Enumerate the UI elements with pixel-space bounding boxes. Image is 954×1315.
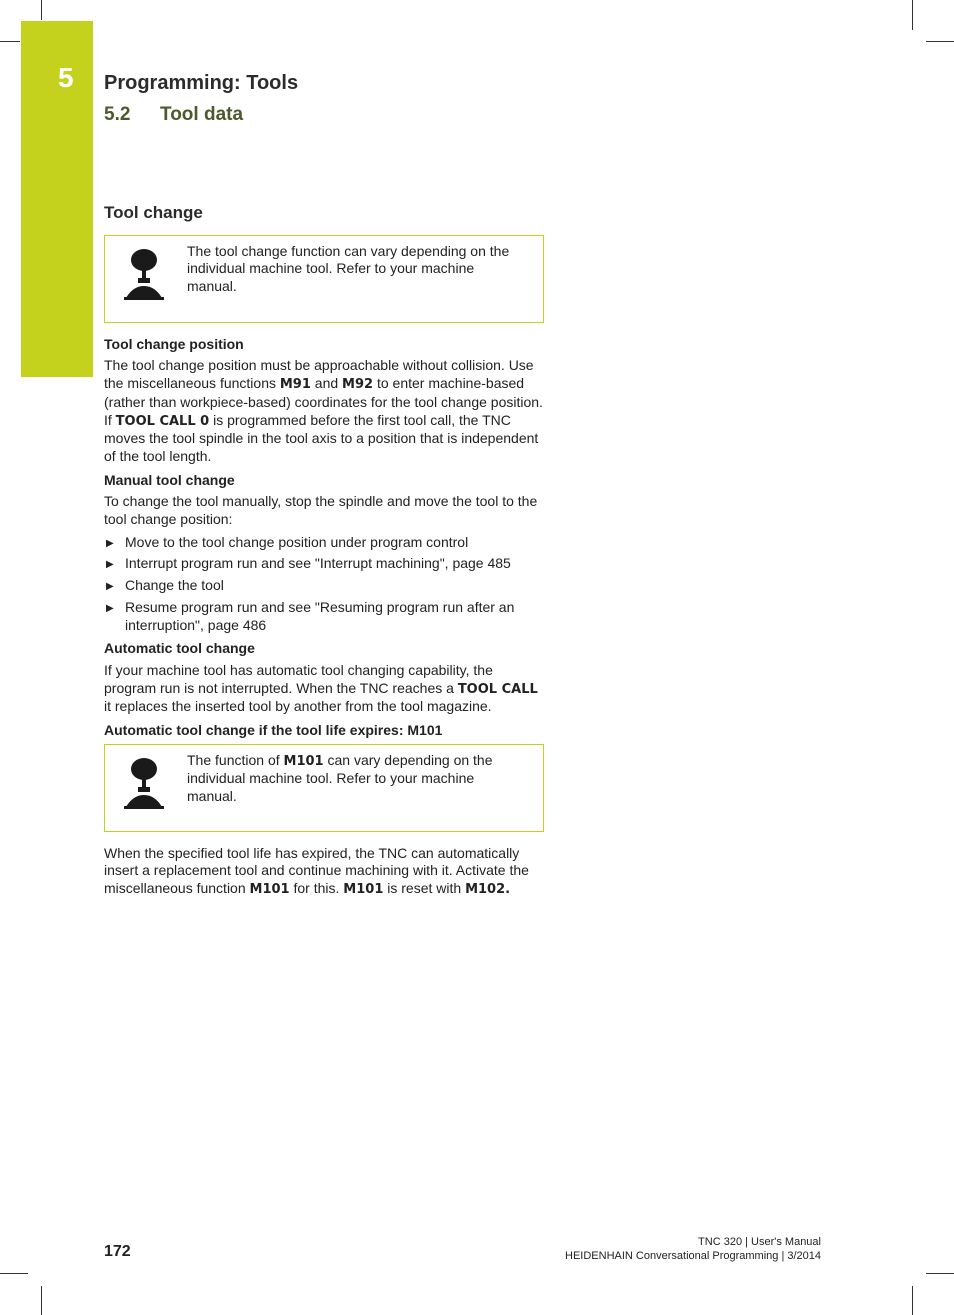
crop-mark [926, 1273, 954, 1274]
note-box [104, 235, 544, 323]
chapter-number: 5 [58, 62, 74, 93]
crop-mark [912, 1286, 913, 1315]
crop-mark [41, 1286, 42, 1315]
list-item: ▶ Interrupt program run and see "Interrupt machining", page 485 [104, 555, 544, 573]
arrow-bullet-icon: ▶ [106, 559, 114, 571]
note-text: The tool change function can vary depending on the individual machine tool. Refer to your machine manual. [187, 242, 510, 295]
subheading-manual-tool-change: Manual tool change [104, 471, 235, 488]
page-heading: Tool change [104, 203, 203, 222]
section-title [104, 104, 243, 126]
machine-manual-icon [123, 248, 165, 302]
list-item: ▶ Move to the tool change position under program control [104, 534, 544, 552]
paragraph-manual-intro: To change the tool manually, stop the spindle and move the tool to the tool change position: [104, 493, 538, 528]
footer-manual-subtitle: HEIDENHAIN Conversational Programming | 3/2014 [565, 1250, 821, 1262]
arrow-bullet-icon: ▶ [106, 581, 114, 593]
crop-mark [926, 41, 954, 42]
section-number: 5.2 [104, 104, 131, 125]
step-list [104, 534, 544, 635]
subheading-automatic-tool-change: Automatic tool change [104, 640, 255, 657]
note-box-m101 [104, 744, 544, 832]
crop-mark [41, 0, 42, 20]
page-number: 172 [104, 1243, 131, 1260]
subheading-tool-change-position: Tool change position [104, 335, 244, 352]
paragraph-tool-change-position: The tool change position must be approachable without collision. Use the miscellaneous functions M91 and M92 to enter machine-based (rather than workpiece-based) coordinates for the tool change position. If TOOL CALL 0 is programmed before the first tool call, the TNC moves the tool spindle in the tool axis to a position that is independent of the tool length. [104, 357, 543, 464]
paragraph-tool-life: When the specified tool life has expired, the TNC can automatically insert a replacement tool and continue machining with it. Activate the miscellaneous function M101 for this. M101 is reset with M102. [104, 844, 529, 898]
subheading-tool-life-m101: Automatic tool change if the tool life expires: M101 [104, 722, 443, 739]
footer-manual-title: TNC 320 | User's Manual [698, 1236, 821, 1248]
list-item: ▶ Change the tool [104, 577, 544, 595]
chapter-tab [21, 21, 93, 377]
crop-mark [0, 41, 20, 42]
arrow-bullet-icon: ▶ [106, 602, 114, 614]
footer-info [565, 1235, 821, 1263]
arrow-bullet-icon: ▶ [106, 537, 114, 549]
main-content [104, 204, 544, 904]
crop-mark [912, 0, 913, 30]
list-item: ▶ Resume program run and see "Resuming program run after an interruption", page 486 [106, 598, 515, 633]
chapter-title: Programming: Tools [104, 72, 299, 94]
note-text: The function of M101 can vary depending on the individual machine tool. Refer to your machine manual. [187, 751, 493, 805]
paragraph-automatic-tool-change: If your machine tool has automatic tool changing capability, the program run is not interrupted. When the TNC reaches a TOOL CALL it replaces the inserted tool by another from the tool magazine. [104, 661, 538, 715]
crop-mark [0, 1273, 28, 1274]
machine-manual-icon [123, 757, 165, 811]
section-name: Tool data [160, 104, 244, 125]
